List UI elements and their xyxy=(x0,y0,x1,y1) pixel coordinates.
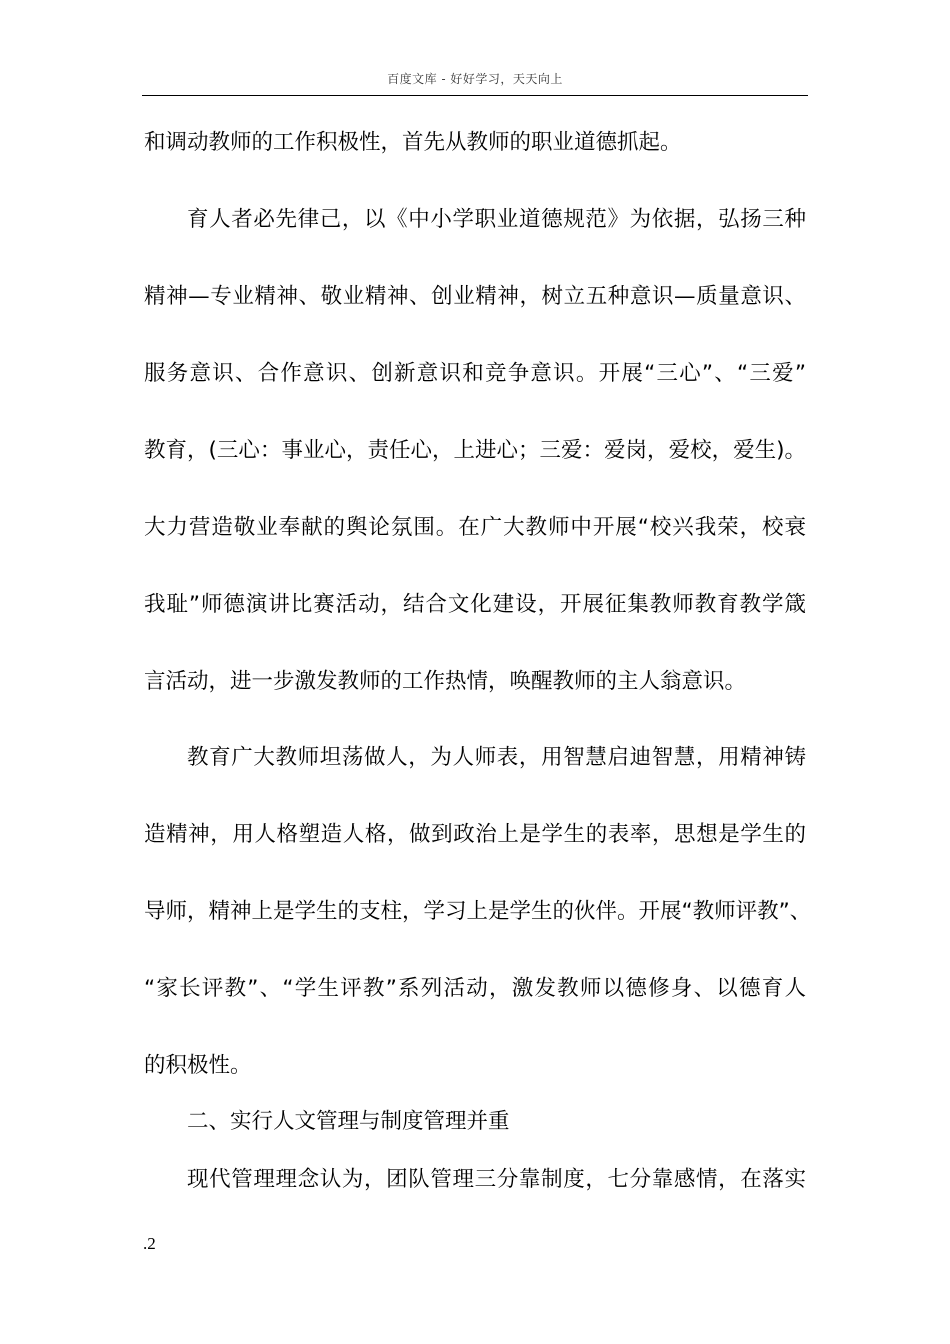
paragraph-line: 造精神，用人格塑造人格，做到政治上是学生的表率，思想是学生的 xyxy=(144,822,806,847)
paragraph-line: 我耻”师德演讲比赛活动，结合文化建设，开展征集教师教育教学箴 xyxy=(144,592,806,617)
paragraph-line: 教育广大教师坦荡做人，为人师表，用智慧启迪智慧，用精神铸 xyxy=(187,745,806,770)
paragraph-line: 大力营造敬业奉献的舆论氛围。在广大教师中开展“校兴我荣，校衰 xyxy=(144,515,806,540)
paragraph-line: 育人者必先律己，以《中小学职业道德规范》为依据，弘扬三种 xyxy=(187,207,806,232)
header-divider xyxy=(142,95,808,96)
paragraph-line: 的积极性。 xyxy=(144,1053,252,1078)
paragraph-line: 精神—专业精神、敬业精神、创业精神，树立五种意识—质量意识、 xyxy=(144,284,806,309)
page-header: 百度文库 - 好好学习，天天向上 xyxy=(387,72,563,86)
paragraph-line: 导师，精神上是学生的支柱，学习上是学生的伙伴。开展“教师评教”、 xyxy=(144,899,812,924)
page-number: .2 xyxy=(143,1234,156,1253)
paragraph-line: 服务意识、合作意识、创新意识和竞争意识。开展“三心”、“三爱” xyxy=(144,361,806,386)
paragraph-line: 言活动，进一步激发教师的工作热情，唤醒教师的主人翁意识。 xyxy=(144,669,747,694)
paragraph-line: “家长评教”、“学生评教”系列活动，激发教师以德修身、以德育人 xyxy=(144,976,806,1001)
paragraph-line: 教育，(三心：事业心，责任心，上进心；三爱：爱岗，爱校，爱生)。 xyxy=(144,438,806,463)
paragraph-line: 和调动教师的工作积极性，首先从教师的职业道德抓起。 xyxy=(144,130,682,155)
paragraph-line: 现代管理理念认为，团队管理三分靠制度，七分靠感情，在落实 xyxy=(187,1167,806,1192)
section-heading: 二、实行人文管理与制度管理并重 xyxy=(187,1109,510,1134)
